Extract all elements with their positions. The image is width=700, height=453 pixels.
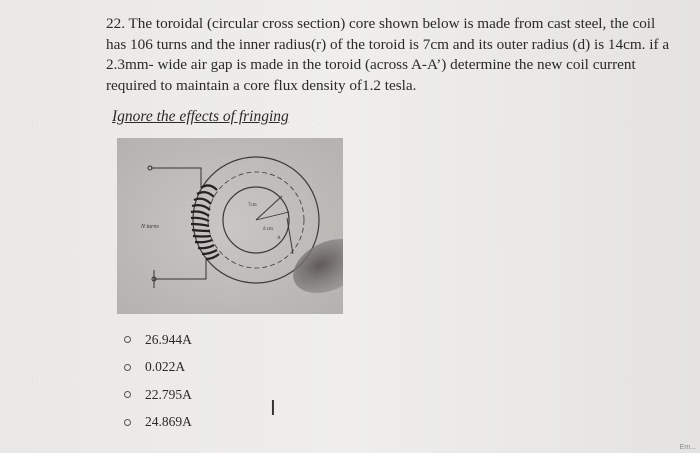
label-gap: A bbox=[277, 236, 281, 241]
option-label: 24.869A bbox=[145, 414, 192, 430]
radio-button[interactable] bbox=[124, 419, 131, 426]
option-label: 0.022A bbox=[145, 359, 186, 375]
label-turns: N turns bbox=[141, 224, 159, 230]
question-text: 22. The toroidal (circular cross section) core shown below is made from cast steel, the coil has 106 turns and the inner radius(r) of the toroid is 7cm and its outer radius (d) is 14cm. if a 2.3mm- wide air gap is made in the toroid (across A-A’) determine the new coil current required to maintain a core flux density of1.2 tesla. bbox=[106, 15, 670, 94]
option-4[interactable] bbox=[124, 409, 324, 437]
toroid-figure bbox=[117, 138, 343, 314]
option-1[interactable] bbox=[124, 326, 324, 354]
radio-button[interactable] bbox=[124, 364, 131, 371]
label-inner-radius: 7cm bbox=[248, 203, 257, 208]
radio-button[interactable] bbox=[124, 336, 131, 343]
option-2[interactable] bbox=[124, 354, 324, 382]
text-cursor-icon: I bbox=[270, 396, 276, 420]
option-label: 26.944A bbox=[145, 331, 192, 347]
label-outer-radius: d cm bbox=[263, 227, 273, 232]
option-3[interactable] bbox=[124, 381, 324, 409]
question-note: Ignore the effects of fringing bbox=[112, 108, 289, 125]
corner-text: Em... bbox=[679, 444, 696, 451]
radio-button[interactable] bbox=[124, 391, 131, 398]
option-label: 22.795A bbox=[145, 386, 192, 402]
answer-options bbox=[124, 326, 324, 436]
